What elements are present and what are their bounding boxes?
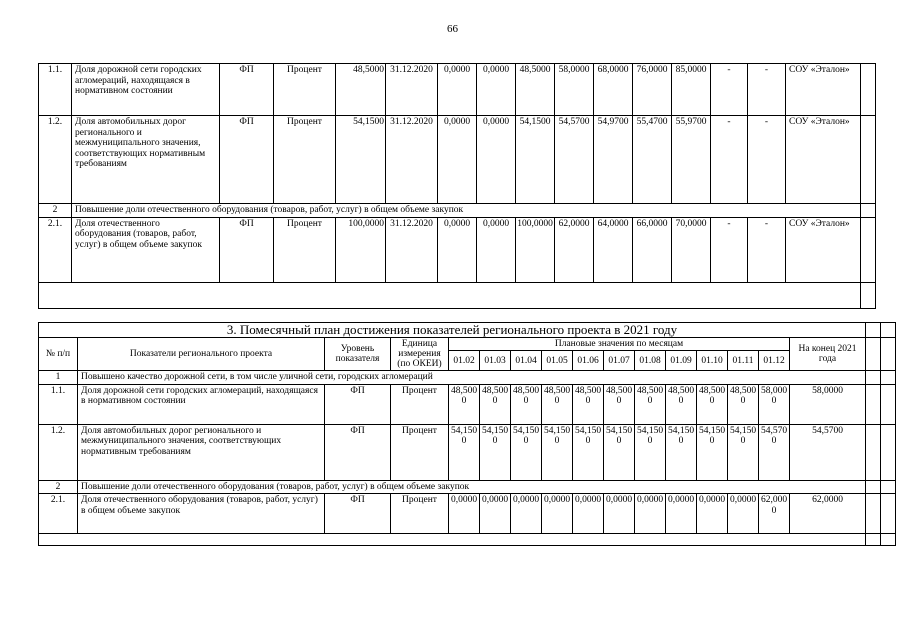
- month-value: 54,5700: [759, 424, 790, 480]
- period-value: 54,1500: [516, 116, 555, 204]
- base-date: 31.12.2020: [386, 64, 438, 116]
- base-value: 48,5000: [336, 64, 386, 116]
- header-row: [39, 338, 896, 351]
- empty-cell: [881, 480, 896, 494]
- empty-cell: [866, 384, 881, 424]
- dash-value: -: [748, 64, 786, 116]
- month-value: 48,5000: [542, 384, 573, 424]
- indicator-name: Доля отечественного оборудования (товаров, работ, услуг) в общем объеме закупок: [72, 217, 220, 282]
- month-value: 48,5000: [666, 384, 697, 424]
- period-value: 0,0000: [477, 64, 516, 116]
- year-end-value: 54,5700: [790, 424, 866, 480]
- empty-cell: [39, 534, 866, 546]
- empty-cell: [866, 534, 881, 546]
- dash-value: -: [711, 217, 748, 282]
- row-number: 2.1.: [39, 217, 72, 282]
- period-value: 55,4700: [633, 116, 672, 204]
- header-end: На конец 2021 года: [790, 338, 866, 371]
- period-value: 100,0000: [516, 217, 555, 282]
- information-system: СОУ «Эталон»: [786, 217, 861, 282]
- section-number: 1: [39, 371, 78, 385]
- empty-cell: [881, 384, 896, 424]
- period-value: 54,5700: [555, 116, 594, 204]
- header-month: 01.05: [542, 351, 573, 371]
- header-month: 01.04: [511, 351, 542, 371]
- section-title: Повышение доли отечественного оборудования (товаров, работ, услуг) в общем объеме закупок: [78, 480, 866, 494]
- indicator-level: ФП: [220, 217, 274, 282]
- indicator-name: Доля отечественного оборудования (товаров, работ, услуг) в общем объеме закупок: [78, 494, 325, 534]
- empty-cell: [881, 338, 896, 371]
- empty-cell: [866, 424, 881, 480]
- month-value: 48,5000: [604, 384, 635, 424]
- month-value: 48,5000: [635, 384, 666, 424]
- empty-cell: [861, 217, 876, 282]
- indicator-level: ФП: [325, 494, 391, 534]
- month-value: 54,1500: [449, 424, 480, 480]
- period-value: 76,0000: [633, 64, 672, 116]
- empty-cell: [861, 116, 876, 204]
- header-name: Показатели регионального проекта: [78, 338, 325, 371]
- header-month: 01.02: [449, 351, 480, 371]
- table-row: [39, 217, 876, 282]
- header-level: Уровень показателя: [325, 338, 391, 371]
- section-row: [39, 480, 896, 494]
- month-value: 0,0000: [728, 494, 759, 534]
- period-value: 62,0000: [555, 217, 594, 282]
- row-number: 2.1.: [39, 494, 78, 534]
- month-value: 54,1500: [635, 424, 666, 480]
- month-value: 48,5000: [728, 384, 759, 424]
- dash-value: -: [711, 64, 748, 116]
- month-value: 0,0000: [697, 494, 728, 534]
- month-value: 54,1500: [697, 424, 728, 480]
- plan-title-row: [39, 323, 896, 338]
- empty-cell: [866, 338, 881, 371]
- row-number: 1.1.: [39, 64, 72, 116]
- base-value: 100,0000: [336, 217, 386, 282]
- indicator-unit: Процент: [391, 384, 449, 424]
- empty-cell: [866, 494, 881, 534]
- empty-cell: [866, 323, 881, 338]
- indicator-unit: Процент: [274, 217, 336, 282]
- header-unit: Единица измерения (по ОКЕИ): [391, 338, 449, 371]
- table-row: [39, 64, 876, 116]
- empty-cell: [866, 371, 881, 385]
- period-value: 0,0000: [438, 217, 477, 282]
- month-value: 54,1500: [573, 424, 604, 480]
- header-month: 01.10: [697, 351, 728, 371]
- period-value: 48,5000: [516, 64, 555, 116]
- indicator-unit: Процент: [274, 64, 336, 116]
- indicator-level: ФП: [325, 424, 391, 480]
- month-value: 48,5000: [511, 384, 542, 424]
- period-value: 55,9700: [672, 116, 711, 204]
- period-value: 70,0000: [672, 217, 711, 282]
- row-number: 1.2.: [39, 424, 78, 480]
- period-value: 85,0000: [672, 64, 711, 116]
- month-value: 48,5000: [480, 384, 511, 424]
- month-value: 54,1500: [480, 424, 511, 480]
- month-value: 0,0000: [542, 494, 573, 534]
- month-value: 0,0000: [449, 494, 480, 534]
- base-date: 31.12.2020: [386, 217, 438, 282]
- month-value: 54,1500: [666, 424, 697, 480]
- indicator-name: Доля дорожной сети городских агломераций, находящаяся в нормативном состоянии: [72, 64, 220, 116]
- empty-row: [39, 534, 896, 546]
- month-value: 48,5000: [449, 384, 480, 424]
- section-row: [39, 371, 896, 385]
- empty-cell: [881, 494, 896, 534]
- empty-cell: [881, 424, 896, 480]
- header-plan: Плановые значения по месяцам: [449, 338, 790, 351]
- header-month: 01.08: [635, 351, 666, 371]
- month-value: 54,1500: [604, 424, 635, 480]
- page-number: 66: [447, 23, 458, 35]
- dash-value: -: [748, 217, 786, 282]
- period-value: 0,0000: [438, 64, 477, 116]
- period-value: 0,0000: [477, 217, 516, 282]
- month-value: 48,5000: [697, 384, 728, 424]
- monthly-plan-table: [38, 322, 896, 546]
- month-value: 54,1500: [728, 424, 759, 480]
- section-title: Повышение доли отечественного оборудования (товаров, работ, услуг) в общем объеме закупок: [72, 204, 861, 218]
- dash-value: -: [711, 116, 748, 204]
- indicator-level: ФП: [220, 64, 274, 116]
- information-system: СОУ «Эталон»: [786, 116, 861, 204]
- year-end-value: 62,0000: [790, 494, 866, 534]
- period-value: 0,0000: [438, 116, 477, 204]
- indicator-name: Доля дорожной сети городских агломераций, находящаяся в нормативном состоянии: [78, 384, 325, 424]
- header-month: 01.12: [759, 351, 790, 371]
- table-row: [39, 494, 896, 534]
- table-row: [39, 384, 896, 424]
- month-value: 0,0000: [604, 494, 635, 534]
- header-number: № п/п: [39, 338, 78, 371]
- table-row: [39, 424, 896, 480]
- empty-cell: [881, 323, 896, 338]
- header-month: 01.09: [666, 351, 697, 371]
- indicator-unit: Процент: [274, 116, 336, 204]
- period-value: 68,0000: [594, 64, 633, 116]
- indicator-name: Доля автомобильных дорог регионального и межмуниципального значения, соответствующих нормативным требованиям: [78, 424, 325, 480]
- period-value: 64,0000: [594, 217, 633, 282]
- month-value: 0,0000: [573, 494, 604, 534]
- empty-cell: [881, 371, 896, 385]
- period-value: 54,9700: [594, 116, 633, 204]
- section-title: Повышено качество дорожной сети, в том числе уличной сети, городских агломераций: [78, 371, 866, 385]
- period-value: 58,0000: [555, 64, 594, 116]
- header-month: 01.11: [728, 351, 759, 371]
- indicator-level: ФП: [325, 384, 391, 424]
- base-value: 54,1500: [336, 116, 386, 204]
- empty-row: [39, 282, 876, 308]
- header-month: 01.03: [480, 351, 511, 371]
- empty-cell: [861, 64, 876, 116]
- month-value: 62,0000: [759, 494, 790, 534]
- month-value: 0,0000: [666, 494, 697, 534]
- indicator-unit: Процент: [391, 424, 449, 480]
- period-value: 66,0000: [633, 217, 672, 282]
- header-month: 01.07: [604, 351, 635, 371]
- section-number: 2: [39, 480, 78, 494]
- year-end-value: 58,0000: [790, 384, 866, 424]
- dash-value: -: [748, 116, 786, 204]
- indicator-level: ФП: [220, 116, 274, 204]
- month-value: 0,0000: [635, 494, 666, 534]
- row-number: 1.1.: [39, 384, 78, 424]
- month-value: 54,1500: [542, 424, 573, 480]
- section-row: [39, 204, 876, 218]
- month-value: 0,0000: [480, 494, 511, 534]
- table-row: [39, 116, 876, 204]
- empty-cell: [39, 282, 861, 308]
- plan-title: 3. Помесячный план достижения показателей регионального проекта в 2021 году: [39, 323, 866, 338]
- empty-cell: [866, 480, 881, 494]
- empty-cell: [861, 282, 876, 308]
- information-system: СОУ «Эталон»: [786, 64, 861, 116]
- empty-cell: [881, 534, 896, 546]
- month-value: 0,0000: [511, 494, 542, 534]
- month-value: 54,1500: [511, 424, 542, 480]
- month-value: 48,5000: [573, 384, 604, 424]
- header-month: 01.06: [573, 351, 604, 371]
- indicator-name: Доля автомобильных дорог регионального и межмуниципального значения, соответствующих нормативным требованиям: [72, 116, 220, 204]
- section-number: 2: [39, 204, 72, 218]
- indicator-unit: Процент: [391, 494, 449, 534]
- row-number: 1.2.: [39, 116, 72, 204]
- empty-cell: [861, 204, 876, 218]
- indicators-table: [38, 63, 876, 309]
- month-value: 58,0000: [759, 384, 790, 424]
- base-date: 31.12.2020: [386, 116, 438, 204]
- period-value: 0,0000: [477, 116, 516, 204]
